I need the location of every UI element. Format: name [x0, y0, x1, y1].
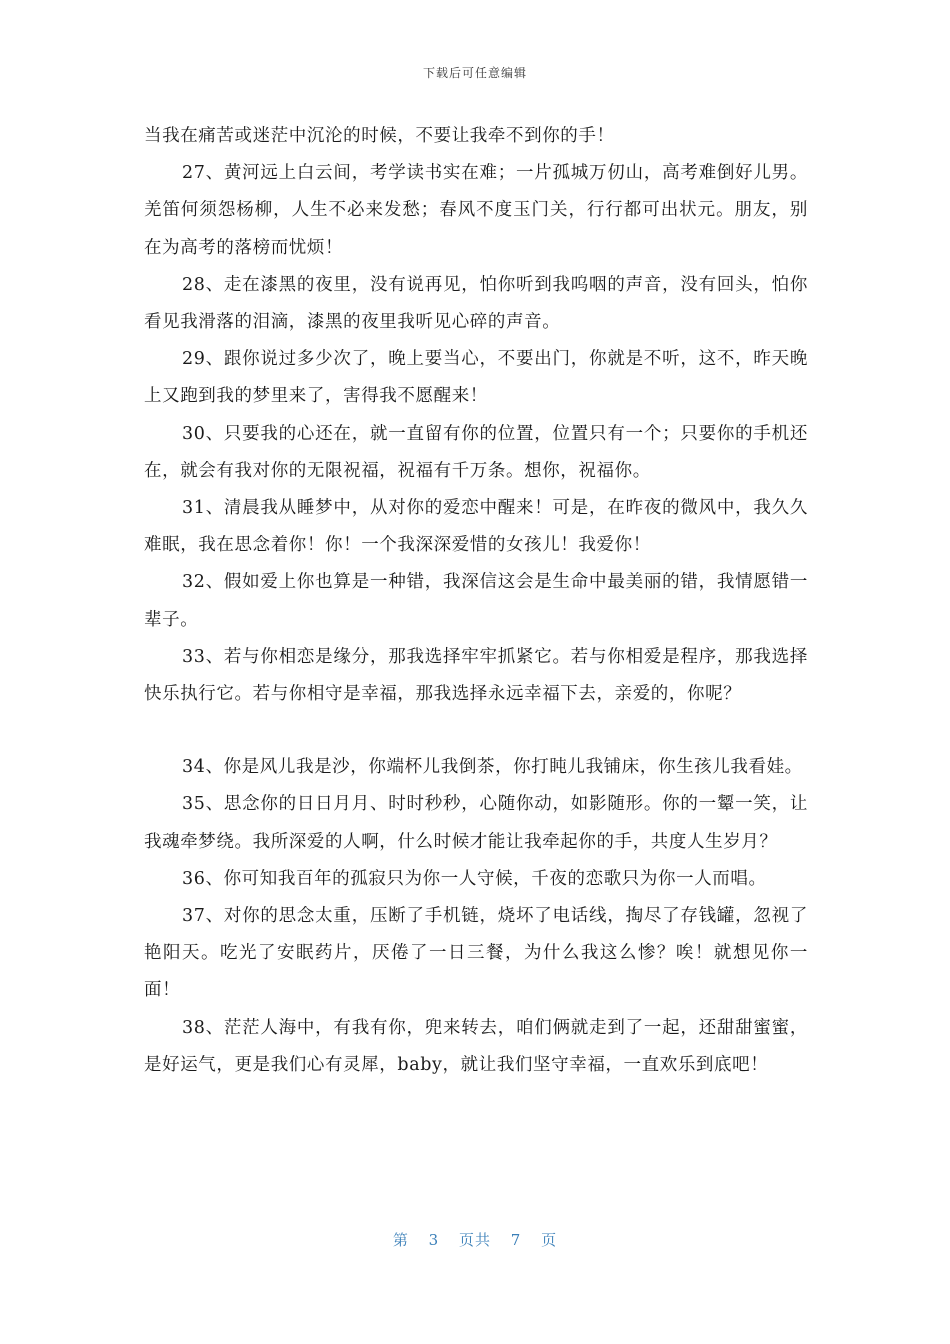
paragraph: 34、你是风儿我是沙，你端杯儿我倒茶，你打盹儿我铺床，你生孩儿我看娃。 — [182, 757, 803, 778]
paragraph: 28、走在漆黑的夜里，没有说再见，怕你听到我呜咽的声音，没有回头，怕你看见我滑落的泪滴，漆黑的夜里我听见心碎的声音。 — [144, 274, 808, 333]
paragraph: 35、思念你的日日月月、时时秒秒，心随你动，如影随形。你的一颦一笑，让我魂牵梦绕。我所深爱的人啊，什么时候才能让我牵起你的手，共度人生岁月？ — [144, 794, 808, 852]
paragraph: 27、黄河远上白云间，考学读书实在难；一片孤城万仞山，高考难倒好儿男。羌笛何须怨杨柳，人生不必来发愁；春风不度玉门关，行行都可出状元。朋友，别在为高考的落榜而忧烦！ — [144, 163, 808, 258]
paragraph: 36、你可知我百年的孤寂只为你一人守候，千夜的恋歌只为你一人而唱。 — [182, 868, 767, 889]
paragraph: 31、清晨我从睡梦中，从对你的爱恋中醒来！可是，在昨夜的微风中，我久久难眠，我在思念着你！你！一个我深深爱惜的女孩儿！我爱你！ — [144, 498, 808, 556]
paragraph: 32、假如爱上你也算是一种错，我深信这会是生命中最美丽的错，我情愿错一辈子。 — [144, 572, 808, 630]
document-body — [144, 118, 808, 1084]
page-header: 下载后可任意编辑 — [422, 66, 527, 80]
paragraph: 37、对你的思念太重，压断了手机链，烧坏了电话线，掏尽了存钱罐，忽视了艳阳天。吃光了安眠药片，厌倦了一日三餐，为什么我这么惨？唉！就想见你一面！ — [144, 906, 808, 1001]
blank-line — [144, 713, 808, 749]
paragraph: 29、跟你说过多少次了，晚上要当心，不要出门，你就是不听，这不，昨天晚上又跑到我的梦里来了，害得我不愿醒来！ — [144, 349, 808, 407]
page-number-footer: 第 3 页共 7 页 — [392, 1231, 558, 1249]
paragraph: 30、只要我的心还在，就一直留有你的位置，位置只有一个；只要你的手机还在，就会有我对你的无限祝福，祝福有千万条。想你，祝福你。 — [144, 423, 808, 481]
paragraph: 33、若与你相恋是缘分，那我选择牢牢抓紧它。若与你相爱是程序，那我选择快乐执行它。若与你相守是幸福，那我选择永远幸福下去，亲爱的，你呢？ — [144, 646, 808, 705]
paragraph: 当我在痛苦或迷茫中沉沦的时候，不要让我牵不到你的手！ — [144, 126, 615, 146]
paragraph: 38、茫茫人海中，有我有你，兜来转去，咱们俩就走到了一起，还甜甜蜜蜜，是好运气，更是我们心有灵犀，baby，就让我们坚守幸福，一直欢乐到底吧！ — [144, 1017, 808, 1075]
